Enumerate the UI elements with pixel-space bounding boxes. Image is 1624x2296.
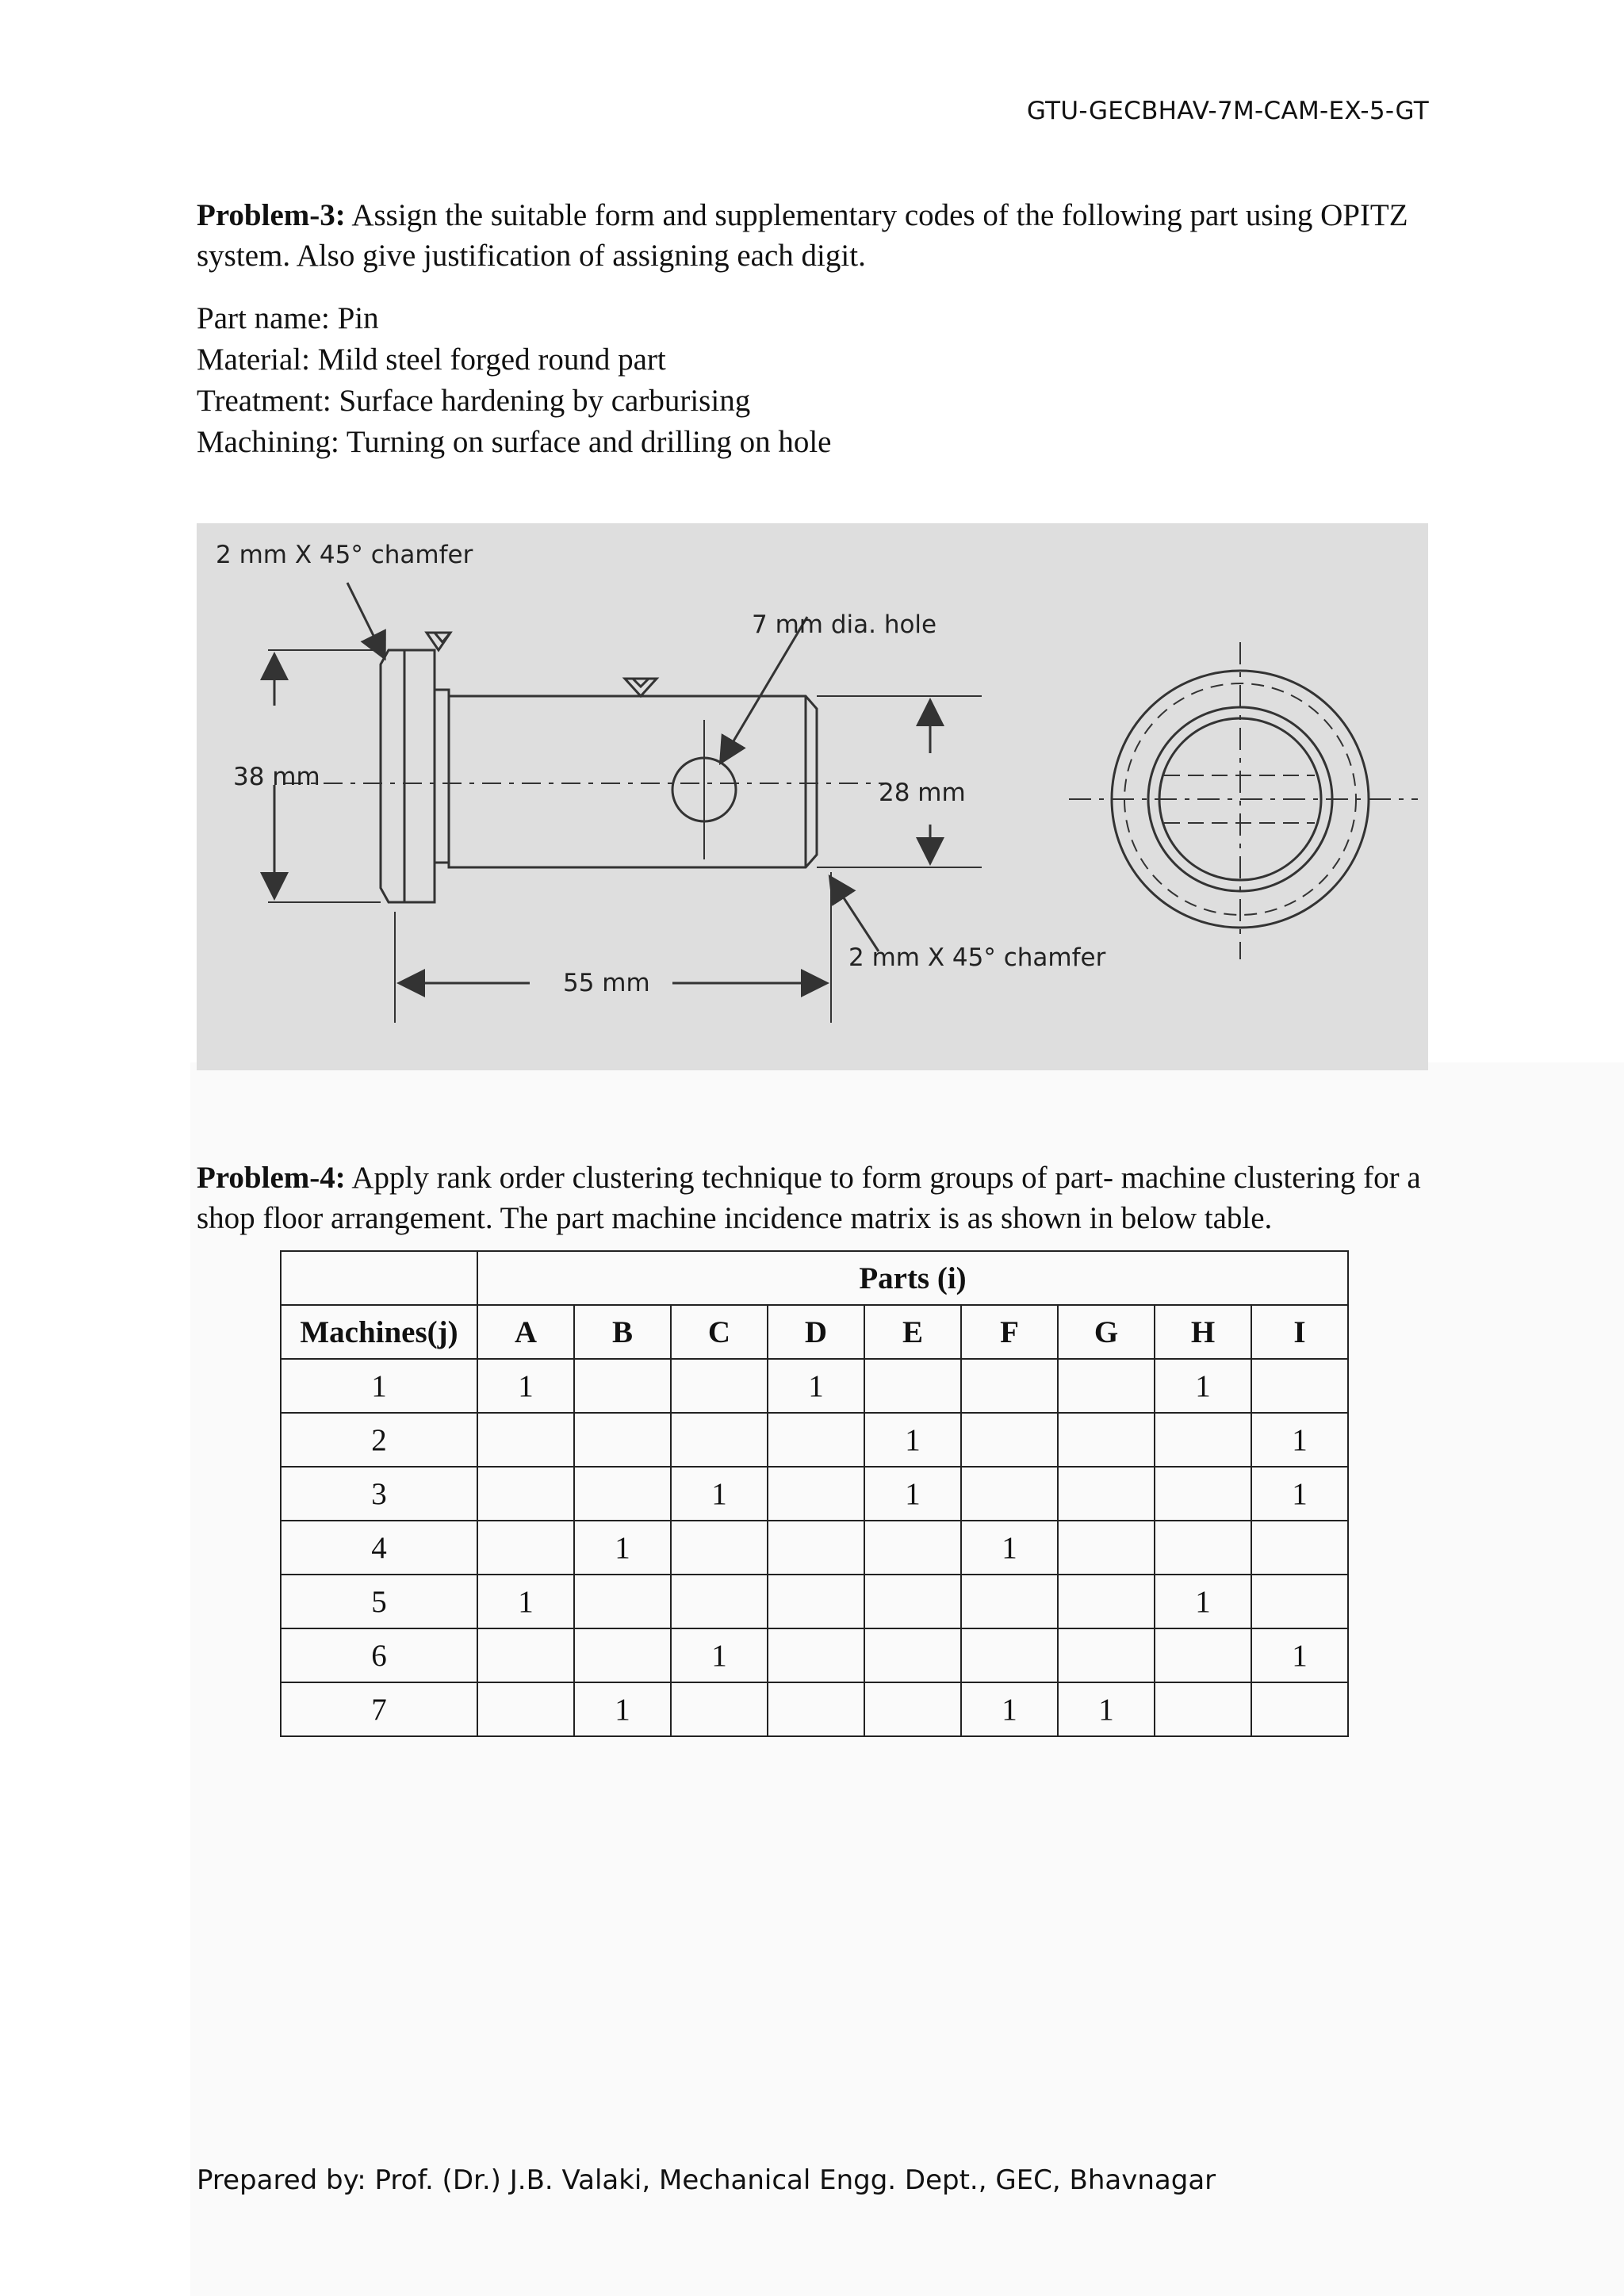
column-header: F bbox=[961, 1305, 1058, 1359]
matrix-cell: 1 bbox=[477, 1359, 574, 1413]
column-header: A bbox=[477, 1305, 574, 1359]
matrix-cell bbox=[1058, 1628, 1155, 1682]
problem-4-text: Apply rank order clustering technique to form groups of part- machine clustering for a shop floor arrangement. The part machine incidence matrix is as shown in below table. bbox=[197, 1161, 1421, 1235]
matrix-cell bbox=[671, 1359, 768, 1413]
table-row bbox=[281, 1413, 1348, 1467]
matrix-cell: 1 bbox=[574, 1682, 671, 1736]
matrix-cell bbox=[671, 1575, 768, 1628]
table-corner-cell bbox=[281, 1251, 477, 1305]
column-header: G bbox=[1058, 1305, 1155, 1359]
matrix-cell bbox=[1251, 1575, 1348, 1628]
matrix-cell: 1 bbox=[961, 1521, 1058, 1575]
problem-3-label: Problem-3: bbox=[197, 198, 346, 232]
column-header: B bbox=[574, 1305, 671, 1359]
column-header: C bbox=[671, 1305, 768, 1359]
matrix-cell bbox=[864, 1575, 961, 1628]
table-header-row-top bbox=[281, 1251, 1348, 1305]
matrix-cell bbox=[477, 1467, 574, 1521]
matrix-cell: 1 bbox=[671, 1467, 768, 1521]
matrix-cell bbox=[574, 1467, 671, 1521]
part-details bbox=[197, 298, 832, 463]
incidence-matrix-table bbox=[280, 1250, 1349, 1737]
matrix-cell bbox=[768, 1628, 864, 1682]
column-header: I bbox=[1251, 1305, 1348, 1359]
machine-cell: 4 bbox=[281, 1521, 477, 1575]
matrix-cell bbox=[768, 1682, 864, 1736]
matrix-cell bbox=[574, 1575, 671, 1628]
matrix-cell: 1 bbox=[574, 1521, 671, 1575]
table-row bbox=[281, 1628, 1348, 1682]
part-name: Part name: Pin bbox=[197, 301, 379, 335]
matrix-cell bbox=[477, 1521, 574, 1575]
machine-cell: 5 bbox=[281, 1575, 477, 1628]
matrix-cell bbox=[1155, 1682, 1251, 1736]
matrix-cell bbox=[477, 1682, 574, 1736]
footer-credit: Prepared by: Prof. (Dr.) J.B. Valaki, Mechanical Engg. Dept., GEC, Bhavnagar bbox=[197, 2164, 1216, 2196]
matrix-cell: 1 bbox=[1251, 1413, 1348, 1467]
matrix-cell bbox=[768, 1467, 864, 1521]
matrix-cell: 1 bbox=[1251, 1467, 1348, 1521]
matrix-cell bbox=[768, 1575, 864, 1628]
matrix-cell bbox=[961, 1467, 1058, 1521]
problem-4-label: Problem-4: bbox=[197, 1161, 346, 1195]
pin-head bbox=[381, 650, 435, 902]
matrix-cell bbox=[961, 1575, 1058, 1628]
pin-drawing bbox=[197, 523, 1428, 1070]
matrix-cell: 1 bbox=[1058, 1682, 1155, 1736]
machine-cell: 6 bbox=[281, 1628, 477, 1682]
matrix-cell bbox=[864, 1359, 961, 1413]
table-row bbox=[281, 1467, 1348, 1521]
table-row bbox=[281, 1682, 1348, 1736]
matrix-cell bbox=[574, 1628, 671, 1682]
matrix-cell bbox=[671, 1682, 768, 1736]
column-header: E bbox=[864, 1305, 961, 1359]
matrix-cell: 1 bbox=[768, 1359, 864, 1413]
matrix-cell bbox=[1155, 1467, 1251, 1521]
matrix-cell bbox=[574, 1359, 671, 1413]
label-hole: 7 mm dia. hole bbox=[752, 610, 937, 639]
label-chamfer-top: 2 mm X 45° chamfer bbox=[216, 541, 473, 569]
matrix-cell bbox=[864, 1521, 961, 1575]
part-treatment: Treatment: Surface hardening by carburising bbox=[197, 384, 751, 418]
column-header: D bbox=[768, 1305, 864, 1359]
parts-header: Parts (i) bbox=[477, 1251, 1348, 1305]
machines-header: Machines(j) bbox=[281, 1305, 477, 1359]
label-38mm: 38 mm bbox=[233, 763, 320, 791]
pin-drawing-figure bbox=[197, 523, 1428, 1070]
matrix-cell: 1 bbox=[864, 1413, 961, 1467]
matrix-cell bbox=[1058, 1413, 1155, 1467]
matrix-cell: 1 bbox=[961, 1682, 1058, 1736]
machine-cell: 2 bbox=[281, 1413, 477, 1467]
part-material: Material: Mild steel forged round part bbox=[197, 342, 666, 377]
matrix-cell: 1 bbox=[864, 1467, 961, 1521]
matrix-cell: 1 bbox=[1155, 1359, 1251, 1413]
matrix-cell bbox=[768, 1413, 864, 1467]
matrix-cell bbox=[1058, 1575, 1155, 1628]
matrix-cell bbox=[1155, 1521, 1251, 1575]
matrix-cell: 1 bbox=[671, 1628, 768, 1682]
table-row bbox=[281, 1359, 1348, 1413]
matrix-cell bbox=[768, 1521, 864, 1575]
machine-cell: 3 bbox=[281, 1467, 477, 1521]
pin-shank bbox=[449, 696, 817, 867]
matrix-cell bbox=[864, 1628, 961, 1682]
part-machining: Machining: Turning on surface and drilling on hole bbox=[197, 425, 832, 459]
machine-cell: 1 bbox=[281, 1359, 477, 1413]
table-header-row bbox=[281, 1305, 1348, 1359]
document-code: GTU-GECBHAV-7M-CAM-EX-5-GT bbox=[1026, 97, 1429, 125]
matrix-cell bbox=[1058, 1521, 1155, 1575]
matrix-cell bbox=[1058, 1467, 1155, 1521]
matrix-cell bbox=[1251, 1521, 1348, 1575]
matrix-cell: 1 bbox=[1251, 1628, 1348, 1682]
column-header: H bbox=[1155, 1305, 1251, 1359]
matrix-cell bbox=[1155, 1413, 1251, 1467]
matrix-cell bbox=[961, 1359, 1058, 1413]
label-chamfer-bottom: 2 mm X 45° chamfer bbox=[848, 943, 1106, 972]
table-body bbox=[281, 1359, 1348, 1736]
matrix-cell: 1 bbox=[477, 1575, 574, 1628]
problem-3-statement bbox=[197, 195, 1434, 276]
matrix-cell bbox=[574, 1413, 671, 1467]
matrix-cell bbox=[671, 1521, 768, 1575]
matrix-cell bbox=[671, 1413, 768, 1467]
matrix-cell bbox=[1251, 1682, 1348, 1736]
label-55mm: 55 mm bbox=[563, 969, 650, 997]
matrix-cell bbox=[864, 1682, 961, 1736]
machine-cell: 7 bbox=[281, 1682, 477, 1736]
matrix-cell bbox=[1155, 1628, 1251, 1682]
label-28mm: 28 mm bbox=[879, 779, 966, 807]
matrix-cell bbox=[477, 1413, 574, 1467]
matrix-cell bbox=[961, 1413, 1058, 1467]
problem-4-statement bbox=[197, 1158, 1434, 1238]
matrix-cell bbox=[477, 1628, 574, 1682]
matrix-cell bbox=[1251, 1359, 1348, 1413]
matrix-cell bbox=[961, 1628, 1058, 1682]
table-row bbox=[281, 1575, 1348, 1628]
table-row bbox=[281, 1521, 1348, 1575]
matrix-cell bbox=[1058, 1359, 1155, 1413]
problem-3-text: Assign the suitable form and supplementary codes of the following part using OPITZ system. Also give justification of assigning each digit. bbox=[197, 198, 1408, 273]
matrix-cell: 1 bbox=[1155, 1575, 1251, 1628]
